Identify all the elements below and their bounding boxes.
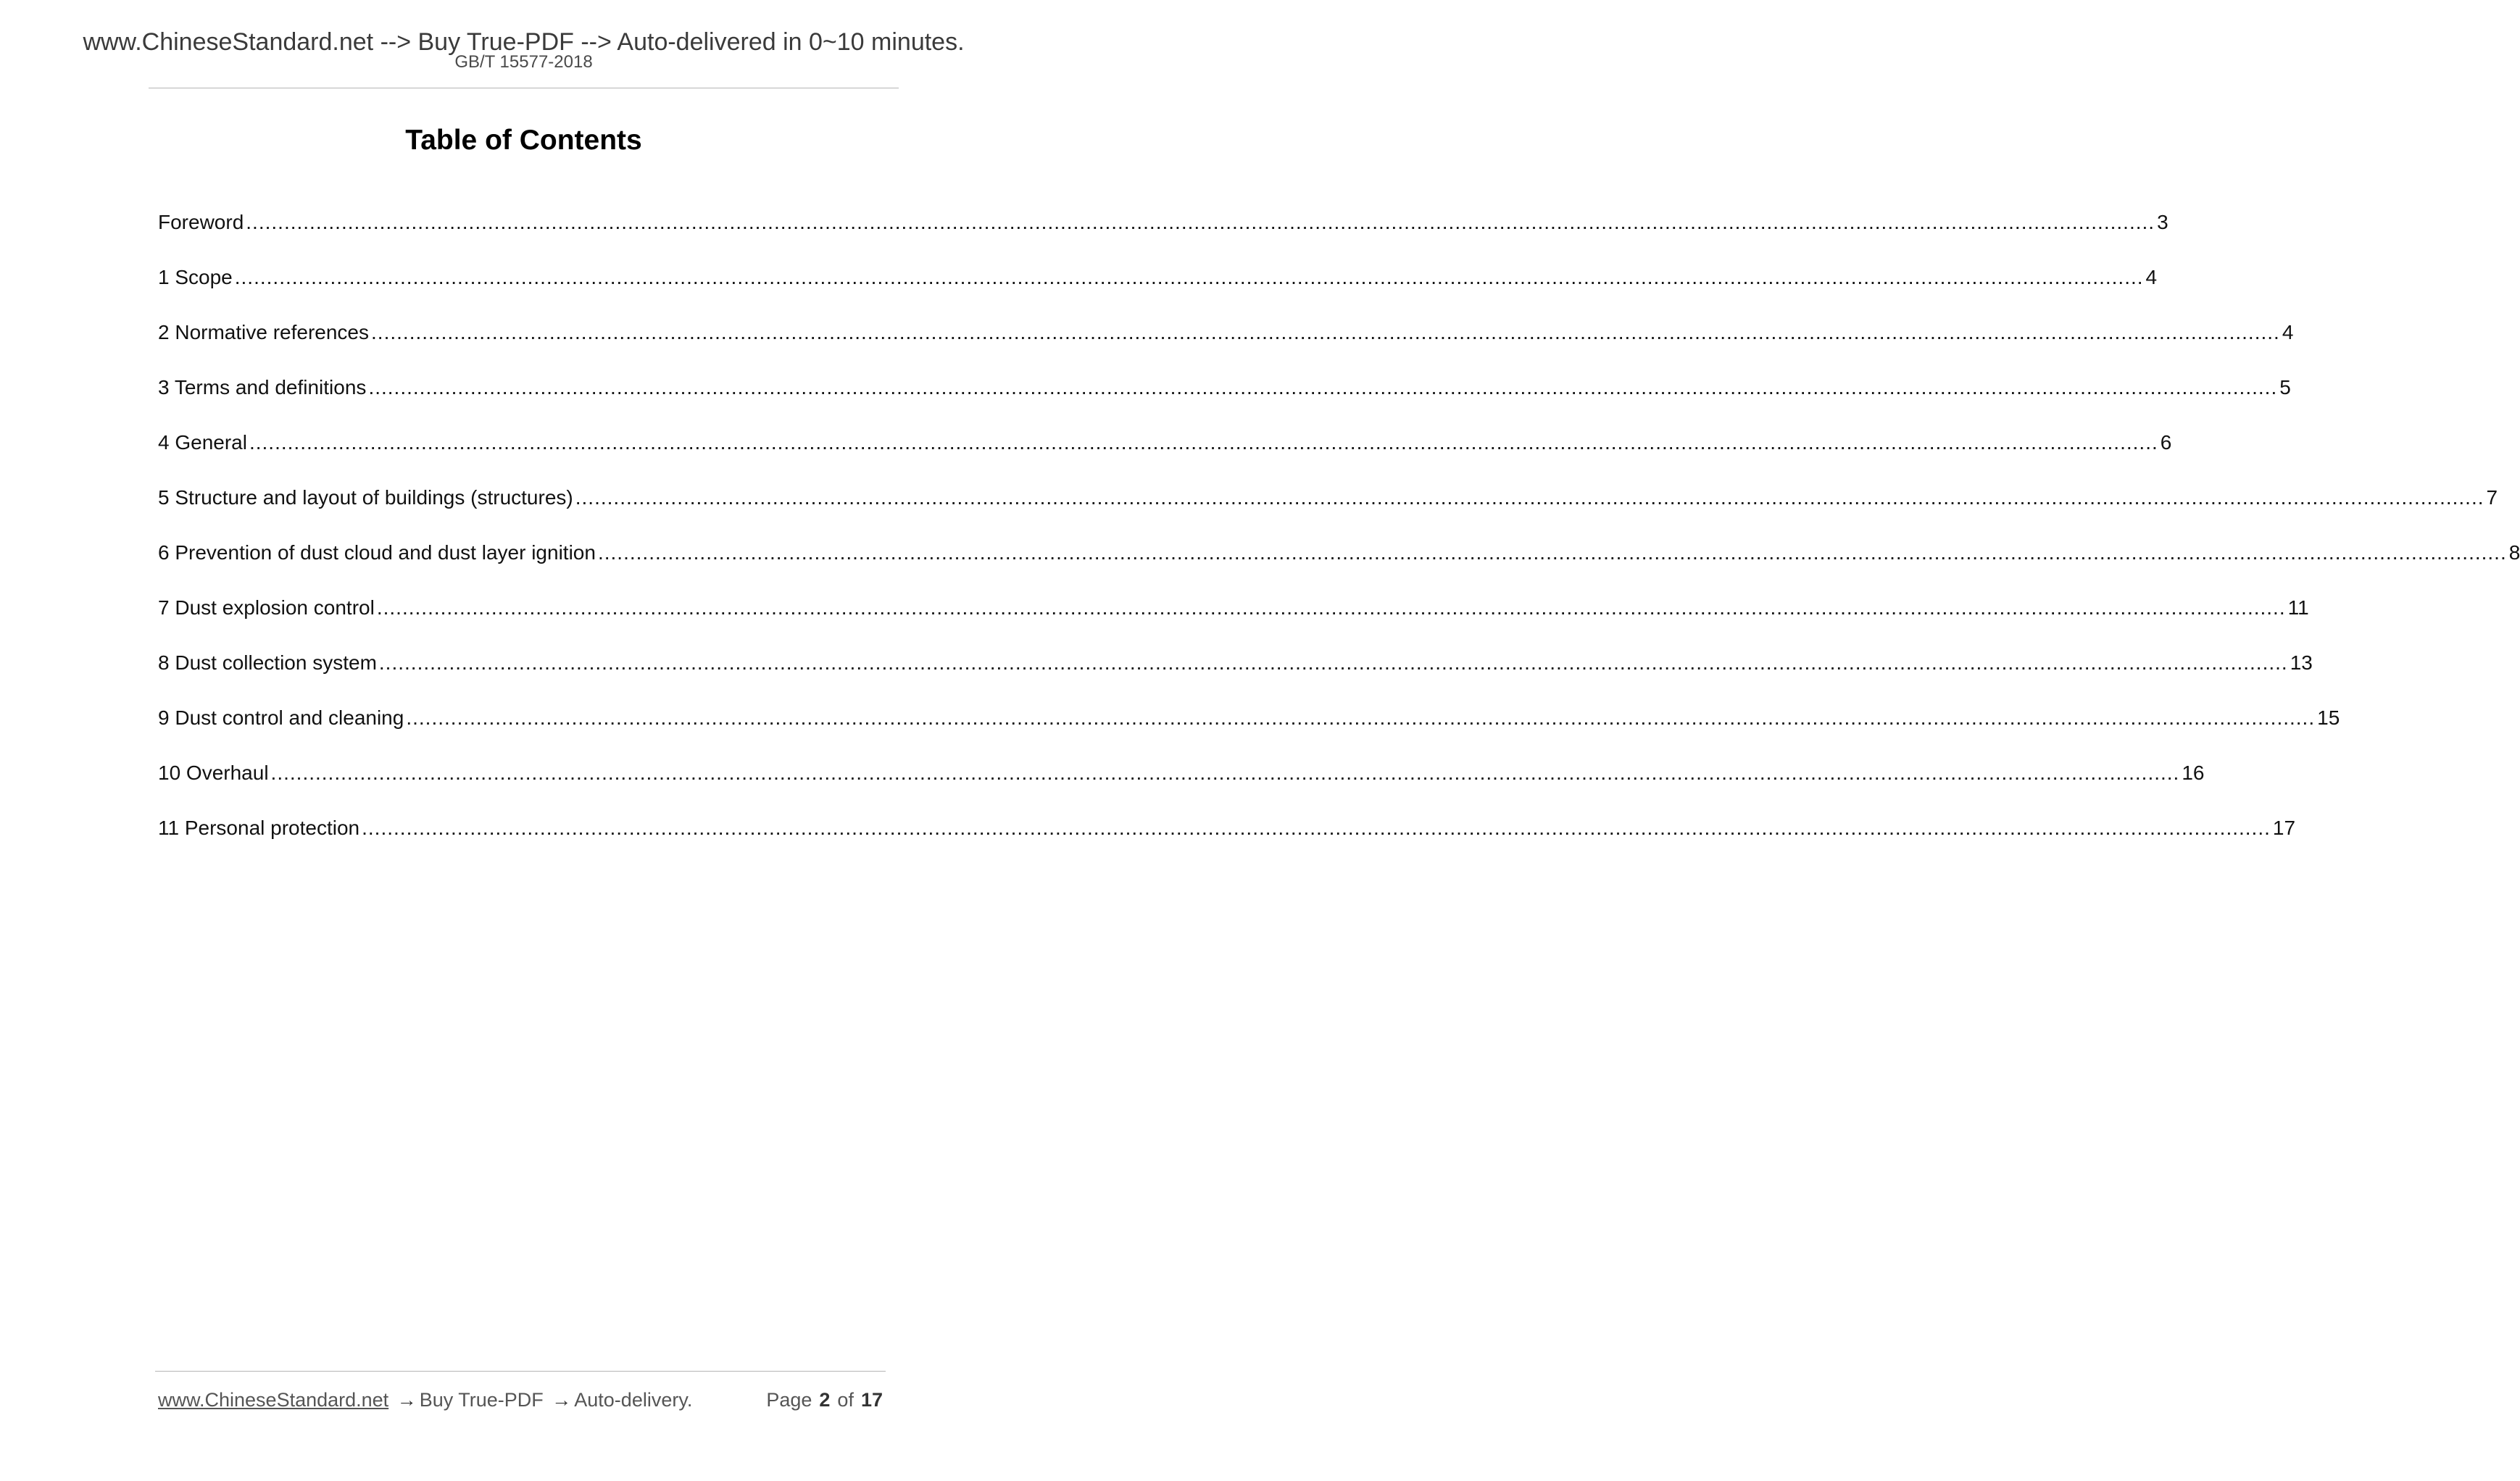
toc-entry-dust-control-cleaning[interactable] xyxy=(158,705,2340,760)
page-footer xyxy=(158,1387,883,1413)
toc-entry-terms-definitions[interactable] xyxy=(158,375,2291,430)
toc-entry-label: 8 Dust collection system xyxy=(158,651,377,674)
arrow-right-icon: → xyxy=(396,1389,417,1411)
toc-entry-page: 15 xyxy=(2317,706,2340,729)
dot-leader: ............................................................................................................................................................................................................................................................................................................ xyxy=(362,817,2271,839)
dot-leader: ............................................................................................................................................................................................................................................................................................................ xyxy=(246,211,2155,233)
toc-entry-page: 11 xyxy=(2287,596,2309,619)
toc-list xyxy=(158,209,2520,870)
footer-promo xyxy=(158,1387,692,1413)
toc-entry-page: 3 xyxy=(2157,211,2168,233)
toc-entry-personal-protection[interactable] xyxy=(158,815,2296,870)
toc-entry-label: 2 Normative references xyxy=(158,321,370,343)
toc-entry-label: 6 Prevention of dust cloud and dust layer ignition xyxy=(158,541,596,564)
document-code: GB/T 15577-2018 xyxy=(454,52,593,72)
dot-leader: ............................................................................................................................................................................................................................................................................................................ xyxy=(406,706,2316,729)
dot-leader: ............................................................................................................................................................................................................................................................................................................ xyxy=(270,762,2180,784)
footer-divider xyxy=(155,1371,886,1372)
dot-leader: ............................................................................................................................................................................................................................................................................................................ xyxy=(249,431,2158,454)
toc-entry-structure-layout[interactable] xyxy=(158,485,2498,540)
page-word: Page xyxy=(766,1389,812,1411)
toc-entry-label: 7 Dust explosion control xyxy=(158,596,375,619)
toc-entry-page: 13 xyxy=(2290,651,2313,674)
toc-entry-dust-collection[interactable] xyxy=(158,650,2313,705)
footer-delivery-text: Auto-delivery. xyxy=(574,1389,693,1411)
toc-entry-label: 3 Terms and definitions xyxy=(158,376,367,399)
toc-entry-label: 4 General xyxy=(158,431,247,454)
toc-entry-label: 9 Dust control and cleaning xyxy=(158,706,404,729)
dot-leader: ............................................................................................................................................................................................................................................................................................................ xyxy=(378,651,2288,674)
toc-entry-page: 6 xyxy=(2160,431,2172,454)
dot-leader: ............................................................................................................................................................................................................................................................................................................ xyxy=(376,596,2286,619)
footer-buy-text: Buy True-PDF xyxy=(419,1389,544,1411)
toc-entry-scope[interactable] xyxy=(158,264,2158,320)
page-number xyxy=(766,1387,883,1413)
of-word: of xyxy=(837,1389,854,1411)
toc-entry-prevention-ignition[interactable] xyxy=(158,540,2520,595)
site-banner: www.ChineseStandard.net --> Buy True-PDF --> Auto-delivered in 0~10 minutes. xyxy=(83,28,965,56)
toc-entry-page: 8 xyxy=(2508,541,2520,564)
toc-entry-label: 10 Overhaul xyxy=(158,762,269,784)
toc-entry-general[interactable] xyxy=(158,430,2172,485)
toc-entry-label: 5 Structure and layout of buildings (structures) xyxy=(158,486,573,509)
arrow-right-icon: → xyxy=(552,1389,572,1411)
toc-title: Table of Contents xyxy=(405,125,642,156)
toc-entry-normative-references[interactable] xyxy=(158,320,2294,375)
toc-entry-page: 16 xyxy=(2182,762,2205,784)
toc-entry-foreword[interactable] xyxy=(158,209,2168,264)
dot-leader: ............................................................................................................................................................................................................................................................................................................ xyxy=(575,486,2484,509)
dot-leader: ............................................................................................................................................................................................................................................................................................................ xyxy=(368,376,2278,399)
toc-entry-label: 11 Personal protection xyxy=(158,817,360,839)
toc-entry-explosion-control[interactable] xyxy=(158,595,2309,650)
toc-entry-page: 5 xyxy=(2279,376,2291,399)
page-total: 17 xyxy=(860,1389,883,1411)
toc-entry-page: 4 xyxy=(2145,266,2158,288)
toc-entry-label: Foreword xyxy=(158,211,244,233)
toc-entry-page: 17 xyxy=(2272,817,2296,839)
toc-entry-page: 4 xyxy=(2282,321,2294,343)
dot-leader: ............................................................................................................................................................................................................................................................................................................ xyxy=(597,541,2507,564)
page-current: 2 xyxy=(819,1389,831,1411)
site-link[interactable]: www.ChineseStandard.net xyxy=(158,1389,389,1411)
toc-entry-page: 7 xyxy=(2486,486,2498,509)
dot-leader: ............................................................................................................................................................................................................................................................................................................ xyxy=(234,266,2144,288)
toc-entry-label: 1 Scope xyxy=(158,266,233,288)
toc-entry-overhaul[interactable] xyxy=(158,760,2205,815)
dot-leader: ............................................................................................................................................................................................................................................................................................................ xyxy=(371,321,2280,343)
